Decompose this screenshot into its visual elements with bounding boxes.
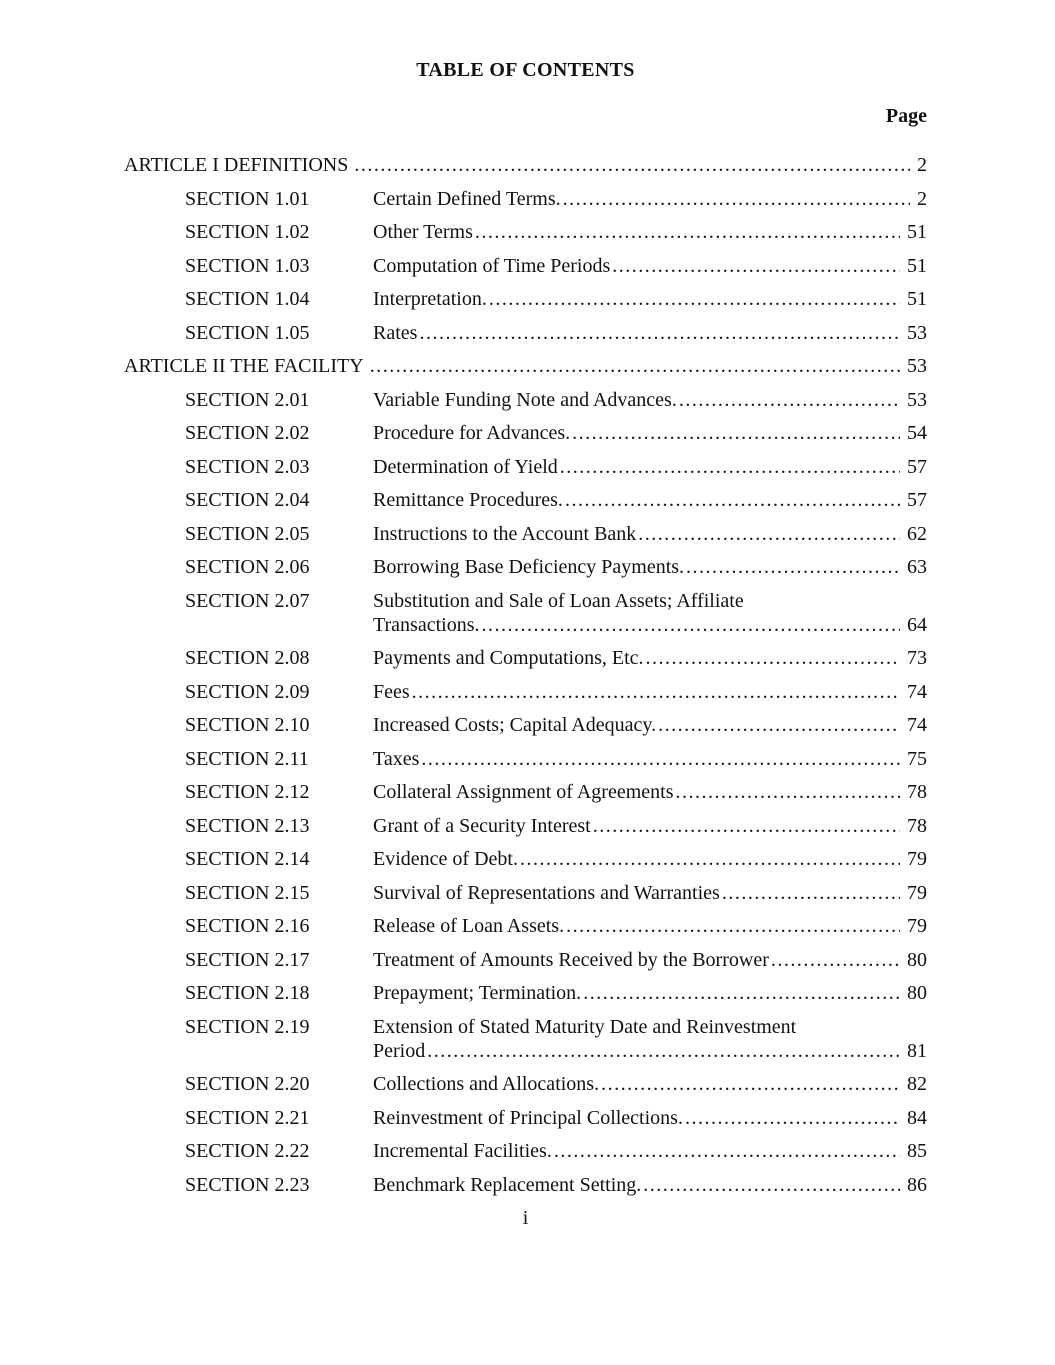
section-title: Survival of Representations and Warranties	[373, 881, 720, 904]
section-title-block	[373, 713, 927, 737]
section-title: Borrowing Base Deficiency Payments.	[373, 556, 685, 578]
article-label: ARTICLE I DEFINITIONS	[124, 154, 349, 176]
toc-section-entry	[124, 680, 927, 704]
entry-page-number: 78	[907, 781, 927, 803]
section-label: SECTION 2.09	[185, 680, 310, 703]
section-label: SECTION 2.23	[185, 1173, 310, 1196]
section-label: SECTION 2.04	[185, 489, 310, 511]
dot-leader	[563, 488, 900, 512]
entry-page-number: 51	[907, 288, 927, 310]
entry-page-number: 57	[907, 455, 927, 478]
entry-page-number: 53	[907, 388, 927, 411]
toc-section-entry	[124, 1106, 927, 1130]
toc-section-entry	[124, 321, 927, 345]
page-column-header: Page	[885, 105, 927, 127]
section-title: Other Terms	[373, 221, 473, 243]
toc-section-entry	[124, 948, 927, 972]
section-label: SECTION 1.04	[185, 288, 310, 310]
section-label: SECTION 2.20	[185, 1073, 310, 1095]
entry-page-number: 63	[907, 556, 927, 578]
entry-page-number: 53	[907, 355, 927, 377]
toc-section-entry	[124, 1015, 927, 1063]
toc-section-entry	[124, 881, 927, 905]
section-title: Interpretation.	[373, 288, 487, 310]
section-title: Reinvestment of Principal Collections.	[373, 1106, 683, 1129]
section-title-block	[373, 455, 927, 479]
section-title: Procedure for Advances.	[373, 422, 571, 444]
article-label: ARTICLE II THE FACILITY	[124, 355, 364, 377]
entry-page-number: 79	[907, 915, 927, 937]
dot-leader	[769, 948, 900, 972]
toc-section-entry	[124, 488, 927, 512]
dot-leader	[684, 555, 900, 579]
section-label: SECTION 2.13	[185, 814, 310, 837]
section-title: Incremental Facilities.	[373, 1140, 552, 1162]
section-title-block	[373, 388, 927, 412]
entry-page-number: 80	[907, 948, 927, 971]
section-title-line1: Extension of Stated Maturity Date and Reinvestment	[373, 1015, 797, 1038]
dot-leader	[518, 847, 900, 871]
toc-section-entry	[124, 287, 927, 311]
page-content	[124, 0, 927, 1230]
dot-leader	[581, 981, 900, 1005]
entry-page-number: 78	[907, 814, 927, 837]
section-title-block	[373, 780, 927, 804]
section-title: Fees	[373, 680, 410, 703]
dot-leader	[674, 780, 901, 804]
section-title: Transactions.	[373, 613, 480, 636]
toc-section-entry	[124, 747, 927, 771]
dot-leader	[656, 713, 900, 737]
section-title-block	[373, 981, 927, 1005]
section-title: Grant of a Security Interest	[373, 814, 591, 837]
section-label: SECTION 2.01	[185, 388, 310, 411]
entry-page-number: 2	[917, 187, 927, 210]
dot-leader	[636, 522, 900, 546]
entry-page-number: 51	[907, 221, 927, 243]
section-title: Variable Funding Note and Advances.	[373, 388, 677, 411]
dot-leader	[570, 421, 900, 445]
section-title-block	[373, 321, 927, 345]
section-title-block	[373, 680, 927, 704]
section-label: SECTION 2.03	[185, 455, 310, 478]
entry-page-number: 74	[907, 714, 927, 736]
dot-leader	[417, 321, 900, 345]
toc-section-entry	[124, 814, 927, 838]
toc-entries	[124, 153, 927, 1197]
section-title-block	[373, 747, 927, 771]
entry-page-number: 57	[907, 489, 927, 511]
entry-page-number: 62	[907, 522, 927, 545]
section-title: Benchmark Replacement Setting.	[373, 1173, 642, 1196]
section-title: Payments and Computations, Etc.	[373, 647, 644, 669]
section-label: SECTION 1.03	[185, 254, 310, 277]
section-title-line1: Substitution and Sale of Loan Assets; Affiliate	[373, 589, 744, 612]
toc-article-entry	[124, 354, 927, 378]
dot-leader	[677, 388, 900, 412]
section-label: SECTION 2.11	[185, 747, 309, 770]
section-title-block	[373, 555, 927, 579]
section-title: Period	[373, 1039, 426, 1062]
section-title-block	[373, 847, 927, 871]
section-label: SECTION 2.06	[185, 556, 310, 578]
dot-leader	[419, 747, 900, 771]
section-label: SECTION 2.22	[185, 1140, 310, 1162]
section-title-block	[373, 254, 927, 278]
section-label: SECTION 2.02	[185, 422, 310, 444]
entry-page-number: 79	[907, 881, 927, 904]
section-label: SECTION 2.08	[185, 647, 310, 669]
section-title: Determination of Yield	[373, 455, 558, 478]
section-title: Collateral Assignment of Agreements	[373, 781, 674, 803]
entry-page-number: 79	[907, 848, 927, 870]
entry-page-number: 84	[907, 1106, 927, 1129]
toc-section-entry	[124, 780, 927, 804]
section-title: Remittance Procedures.	[373, 489, 563, 511]
dot-leader	[644, 646, 900, 670]
section-title-block	[373, 814, 927, 838]
section-title: Taxes	[373, 747, 420, 770]
entry-page-number: 73	[907, 647, 927, 669]
section-title-block	[373, 287, 927, 311]
section-title: Prepayment; Termination.	[373, 982, 582, 1004]
section-label: SECTION 1.01	[185, 187, 310, 210]
section-label: SECTION 2.15	[185, 881, 310, 904]
dot-leader	[410, 680, 900, 704]
dot-leader	[558, 455, 900, 479]
section-label: SECTION 2.21	[185, 1106, 310, 1129]
toc-section-entry	[124, 646, 927, 670]
toc-section-entry	[124, 1173, 927, 1197]
section-title-block	[373, 1173, 927, 1197]
dot-leader	[473, 220, 900, 244]
dot-leader	[552, 1139, 900, 1163]
entry-page-number: 80	[907, 982, 927, 1004]
section-title: Treatment of Amounts Received by the Borrower	[373, 948, 769, 971]
section-title: Increased Costs; Capital Adequacy.	[373, 714, 657, 736]
dot-leader	[683, 1106, 900, 1130]
entry-page-number: 53	[907, 321, 927, 344]
dot-leader	[564, 914, 900, 938]
section-title-block	[373, 488, 927, 512]
section-title-block	[373, 1015, 927, 1063]
section-title: Evidence of Debt.	[373, 848, 518, 870]
section-label: SECTION 2.12	[185, 781, 310, 803]
section-label: SECTION 2.17	[185, 948, 310, 971]
section-label: SECTION 2.10	[185, 714, 310, 736]
toc-section-entry	[124, 1072, 927, 1096]
section-title-block	[373, 646, 927, 670]
toc-section-entry	[124, 1139, 927, 1163]
section-title: Instructions to the Account Bank	[373, 522, 637, 545]
section-label: SECTION 2.18	[185, 982, 310, 1004]
entry-page-number: 54	[907, 422, 927, 444]
toc-section-entry	[124, 421, 927, 445]
section-label: SECTION 1.05	[185, 321, 310, 344]
toc-section-entry	[124, 388, 927, 412]
section-title-block	[373, 522, 927, 546]
entry-page-number: 85	[907, 1140, 927, 1162]
entry-page-number: 51	[907, 254, 927, 277]
dot-leader	[641, 1173, 900, 1197]
section-title: Collections and Allocations.	[373, 1073, 600, 1095]
entry-page-number: 2	[917, 154, 927, 176]
section-title-block	[373, 1139, 927, 1163]
toc-section-entry	[124, 187, 927, 211]
entry-page-number: 81	[907, 1039, 927, 1062]
section-title-block	[373, 220, 927, 244]
toc-section-entry	[124, 589, 927, 637]
section-title-block	[373, 948, 927, 972]
section-title: Computation of Time Periods	[373, 254, 611, 277]
section-title-block	[373, 589, 927, 637]
toc-section-entry	[124, 254, 927, 278]
section-title-block	[373, 1072, 927, 1096]
dot-leader	[561, 187, 910, 211]
dot-leader	[599, 1072, 900, 1096]
dot-leader	[487, 287, 900, 311]
entry-page-number: 82	[907, 1073, 927, 1095]
section-label: SECTION 2.05	[185, 522, 310, 545]
toc-section-entry	[124, 713, 927, 737]
section-label: SECTION 1.02	[185, 221, 310, 243]
section-title-block	[373, 1106, 927, 1130]
dot-leader	[610, 254, 900, 278]
toc-section-entry	[124, 220, 927, 244]
toc-section-entry	[124, 555, 927, 579]
toc-section-entry	[124, 522, 927, 546]
dot-leader	[425, 1039, 900, 1063]
section-title-block	[373, 914, 927, 938]
entry-page-number: 64	[907, 613, 927, 636]
toc-section-entry	[124, 914, 927, 938]
section-title: Certain Defined Terms.	[373, 187, 561, 210]
section-title-block	[373, 421, 927, 445]
section-label: SECTION 2.19	[185, 1015, 310, 1038]
toc-section-entry	[124, 981, 927, 1005]
page-title: TABLE OF CONTENTS	[416, 59, 635, 81]
dot-leader	[364, 354, 900, 378]
toc-article-entry	[124, 153, 927, 177]
section-title: Rates	[373, 321, 418, 344]
dot-leader	[348, 153, 910, 177]
entry-page-number: 86	[907, 1173, 927, 1196]
section-title-block	[373, 881, 927, 905]
section-title-block	[373, 187, 927, 211]
toc-section-entry	[124, 847, 927, 871]
entry-page-number: 74	[907, 680, 927, 703]
dot-leader	[720, 881, 900, 905]
toc-section-entry	[124, 455, 927, 479]
section-label: SECTION 2.14	[185, 848, 310, 870]
entry-page-number: 75	[907, 747, 927, 770]
dot-leader	[591, 814, 900, 838]
section-title: Release of Loan Assets.	[373, 915, 565, 937]
section-label: SECTION 2.07	[185, 589, 310, 612]
footer-page-number: i	[522, 1207, 529, 1229]
dot-leader	[479, 613, 900, 637]
section-label: SECTION 2.16	[185, 915, 310, 937]
